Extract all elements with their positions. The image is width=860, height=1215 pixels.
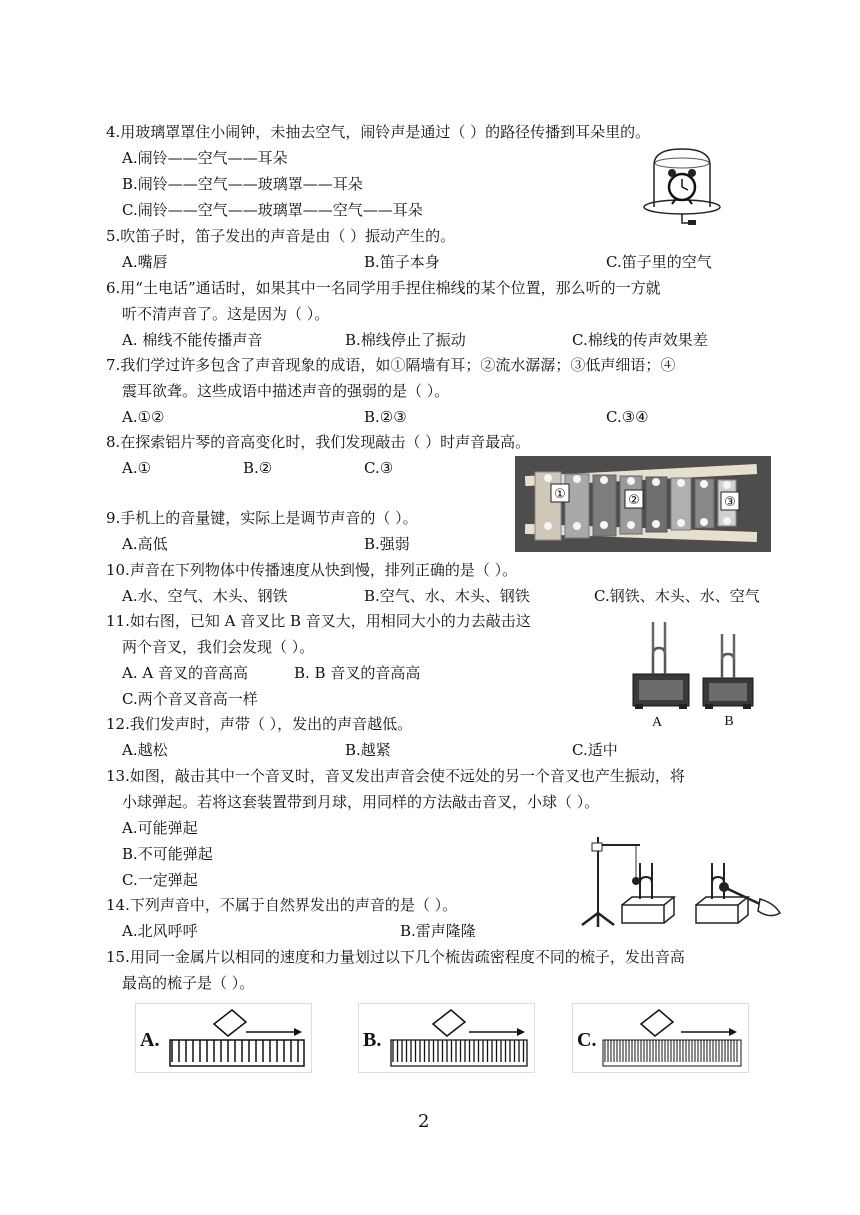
q8-option-b: B.②	[243, 459, 273, 477]
xylophone-label-3: ③	[724, 495, 736, 510]
q13-option-a: A.可能弹起	[122, 819, 198, 837]
q4-option-a: A.闹铃——空气——耳朵	[122, 149, 288, 167]
q11-stem-line2: 两个音叉，我们会发现（ ）。	[122, 638, 315, 656]
q14-stem: 14.下列声音中，不属于自然界发出的声音的是（ ）。	[106, 896, 458, 914]
tuning-forks-a-b-figure	[625, 616, 775, 731]
q14-option-b: B.雷声隆隆	[400, 922, 476, 940]
q10-option-b: B.空气、水、木头、钢铁	[364, 587, 530, 605]
q15-stem-line2: 最高的梳子是（ ）。	[122, 974, 255, 992]
q4-stem: 4.用玻璃罩罩住小闹钟，未抽去空气，闹铃声是通过（ ）的路径传播到耳朵里的。	[106, 123, 651, 141]
comb-a-figure	[135, 1003, 312, 1073]
q13-option-b: B.不可能弹起	[122, 845, 213, 863]
xylophone-label-1: ①	[554, 487, 566, 502]
comb-c-spine	[603, 1040, 741, 1066]
q11-option-b: B. B 音叉的音高高	[294, 664, 421, 682]
q7-stem-line2: 震耳欲聋。这些成语中描述声音的强弱的是（ ）。	[122, 382, 450, 400]
q11-option-c: C.两个音叉音高一样	[122, 690, 258, 708]
q8-option-a: A.①	[122, 459, 152, 477]
q14-option-a: A.北风呼呼	[122, 922, 198, 940]
q5-stem: 5.吹笛子时，笛子发出的声音是由（ ）振动产生的。	[106, 227, 456, 245]
q8-option-c: C.③	[364, 459, 394, 477]
resonance-tuning-fork-figure	[578, 833, 784, 931]
xylophone-label-2: ②	[628, 493, 640, 508]
q12-stem: 12.我们发声时，声带（ ），发出的声音越低。	[106, 715, 413, 733]
q10-stem: 10.声音在下列物体中传播速度从快到慢，排列正确的是（ ）。	[106, 561, 518, 579]
q12-option-c: C.适中	[572, 741, 618, 759]
q15-stem-line1: 15.用同一金属片以相同的速度和力量划过以下几个梳齿疏密程度不同的梳子，发出音高	[106, 948, 685, 966]
q6-option-b: B.棉线停止了振动	[345, 331, 466, 349]
tuning-fork-label-a: A	[651, 715, 663, 730]
q10-option-c: C.钢铁、木头、水、空气	[594, 587, 760, 605]
q12-option-b: B.越紧	[345, 741, 391, 759]
q6-option-a: A. 棉线不能传播声音	[122, 331, 263, 349]
q6-stem-line1: 6.用“土电话”通话时，如果其中一名同学用手捏住棉线的某个位置，那么听的一方就	[106, 279, 661, 297]
q6-option-c: C.棉线的传声效果差	[572, 331, 708, 349]
q10-option-a: A.水、空气、木头、钢铁	[122, 587, 288, 605]
q13-stem-line2: 小球弹起。若将这套装置带到月球，用同样的方法敲击音叉，小球（ ）。	[122, 793, 600, 811]
alarm-clock-glass-jar-figure	[642, 143, 722, 231]
comb-c-label: C.	[577, 1029, 597, 1051]
q9-option-a: A.高低	[122, 535, 168, 553]
q9-option-b: B.强弱	[364, 535, 410, 553]
comb-a-label: A.	[140, 1029, 160, 1051]
q5-option-a: A.嘴唇	[122, 253, 168, 271]
q4-option-b: B.闹铃——空气——玻璃罩——耳朵	[122, 175, 363, 193]
comb-c-figure	[572, 1003, 749, 1073]
q7-option-a: A.①②	[122, 408, 165, 426]
xylophone-photo	[515, 456, 771, 552]
q6-stem-line2: 听不清声音了。这是因为（ ）。	[122, 305, 330, 323]
q11-option-a: A. A 音叉的音高高	[122, 664, 248, 682]
comb-b-label: B.	[363, 1029, 382, 1051]
q11-stem-line1: 11.如右图，已知 A 音叉比 B 音叉大，用相同大小的力去敲击这	[106, 612, 531, 630]
comb-b-figure	[358, 1003, 535, 1073]
q4-option-c: C.闹铃——空气——玻璃罩——空气——耳朵	[122, 201, 423, 219]
page-number: 2	[418, 1111, 430, 1132]
q7-option-b: B.②③	[364, 408, 407, 426]
q7-stem-line1: 7.我们学过许多包含了声音现象的成语，如①隔墙有耳；②流水潺潺；③低声细语；④	[106, 356, 676, 374]
q5-option-c: C.笛子里的空气	[606, 253, 712, 271]
q13-stem-line1: 13.如图，敲击其中一个音叉时，音叉发出声音会使不远处的另一个音叉也产生振动，将	[106, 767, 685, 785]
q7-option-c: C.③④	[606, 408, 649, 426]
q13-option-c: C.一定弹起	[122, 871, 198, 889]
q12-option-a: A.越松	[122, 741, 168, 759]
q8-stem: 8.在探索铝片琴的音高变化时，我们发现敲击（ ）时声音最高。	[106, 433, 531, 451]
q5-option-b: B.笛子本身	[364, 253, 440, 271]
q9-stem: 9.手机上的音量键，实际上是调节声音的（ ）。	[106, 509, 418, 527]
tuning-fork-label-b: B	[724, 714, 734, 729]
